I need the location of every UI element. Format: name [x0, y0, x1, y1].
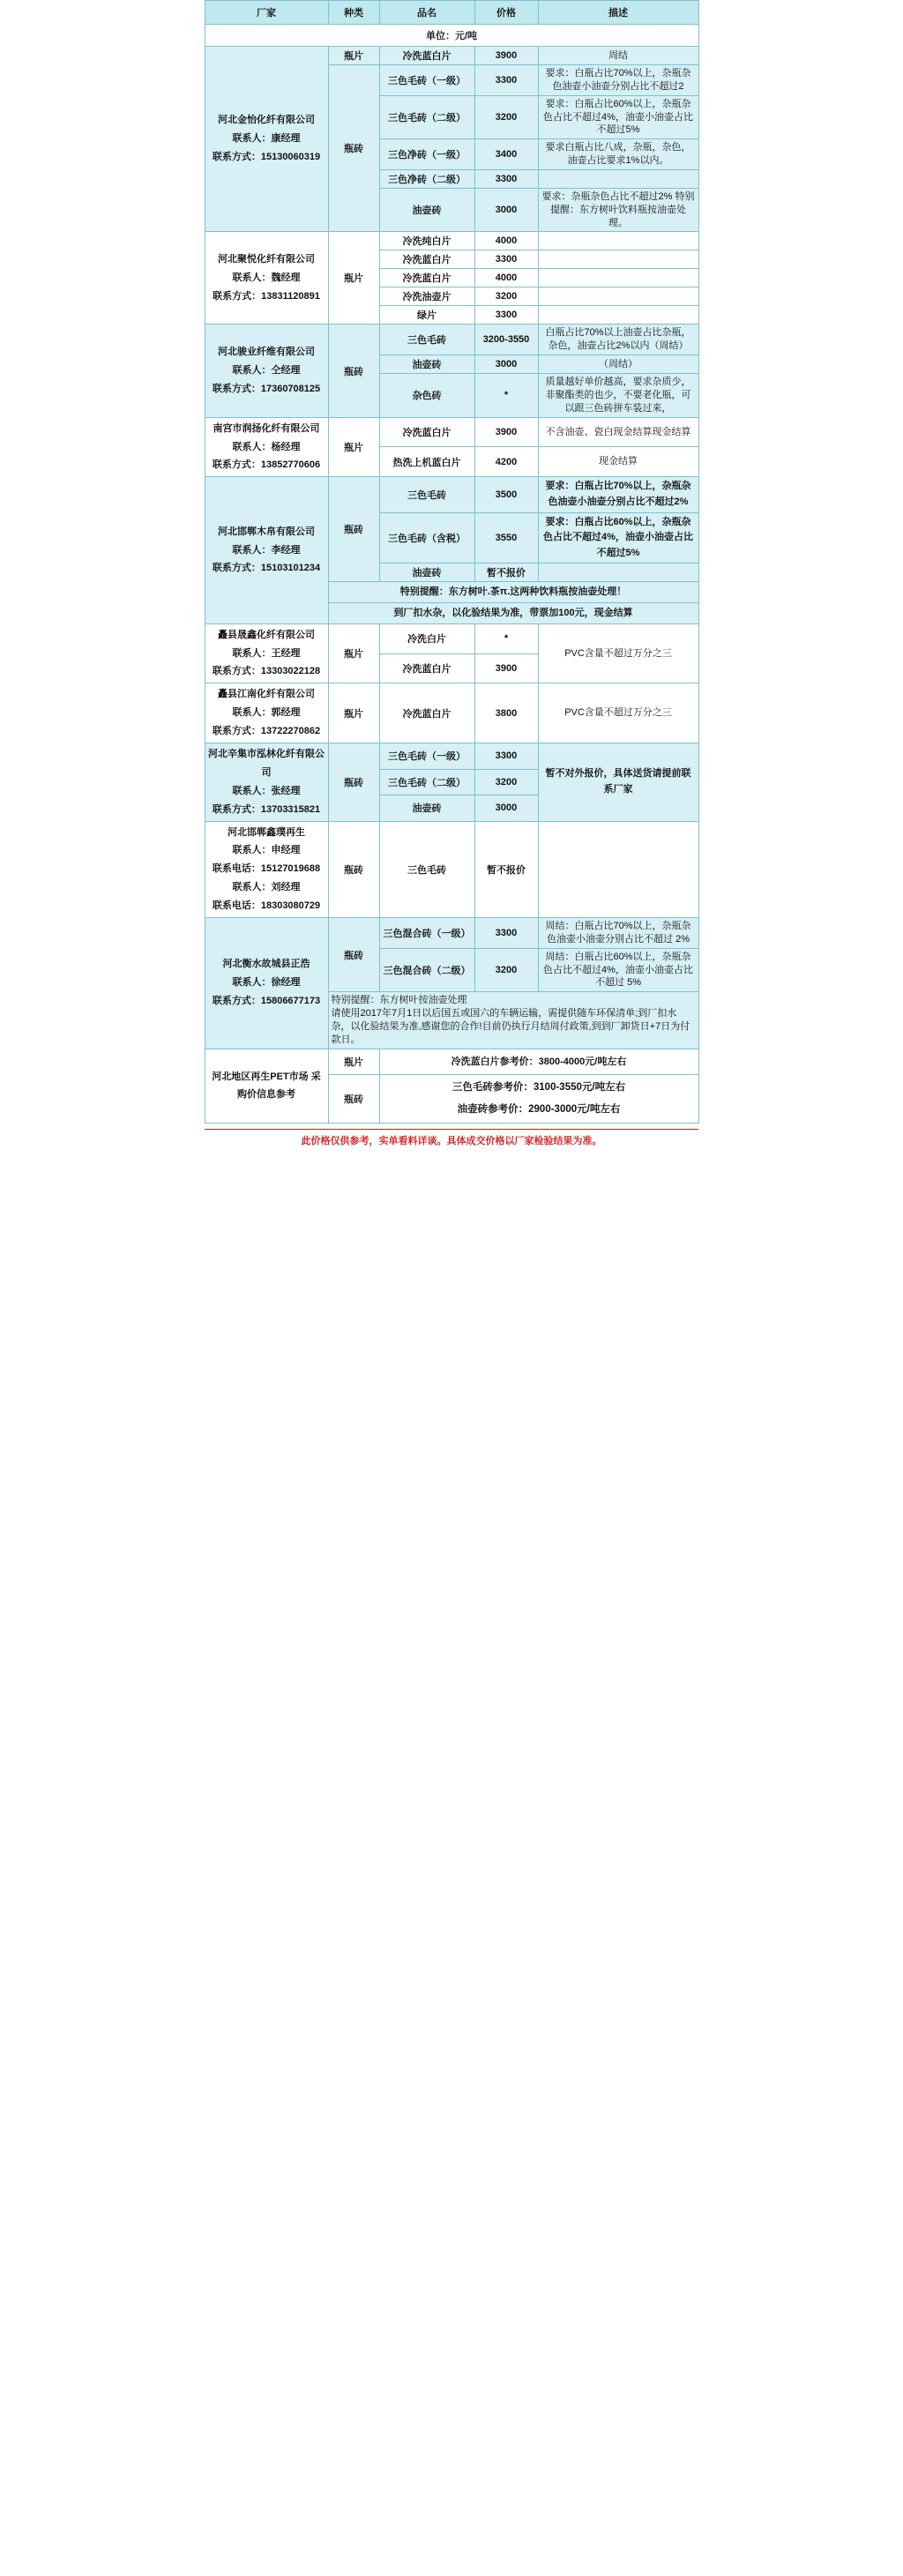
company-info-8: 河北邯郸鑫璞再生 联系人：申经理 联系电话：15127019688 联系人：刘经理 联系电话：18303080729	[205, 821, 328, 917]
price-cell: 暂不报价	[474, 564, 538, 582]
price-cell: 3500	[474, 477, 538, 512]
company-info-4: 河北邯郸木帛有限公司 联系人：李经理 联系方式：15103101234	[205, 477, 328, 623]
kind-cell: 瓶砖	[328, 918, 379, 992]
product-cell: 三色毛砖（含税）	[379, 512, 474, 564]
table-row	[205, 821, 698, 917]
unit-row	[205, 25, 698, 47]
desc-cell: 周结：白瓶占比70%以上，杂瓶杂色油壶小油壶分别占比不超过 2%	[538, 918, 698, 949]
price-cell: 3200	[474, 948, 538, 992]
product-cell: 三色净砖（一级）	[379, 139, 474, 170]
product-cell: 三色混合砖（一级）	[379, 918, 474, 949]
col-header-product: 品名	[379, 1, 474, 25]
price-cell: 3800	[474, 683, 538, 743]
company-info-0: 河北金怡化纤有限公司 联系人：康经理 联系方式：15130060319	[205, 47, 328, 232]
desc-cell	[538, 564, 698, 582]
desc-cell: 要求白瓶占比八成，杂瓶，杂色，油壶占比要求1%以内。	[538, 139, 698, 170]
summary-brick-price-2: 油壶砖参考价：2900-3000元/吨左右	[457, 1104, 621, 1116]
product-cell: 三色混合砖（二级）	[379, 948, 474, 992]
table-row	[205, 325, 698, 355]
desc-cell: 不含油壶、瓷白现金结算现金结算	[538, 417, 698, 447]
kind-cell: 瓶砖	[328, 477, 379, 582]
col-header-kind: 种类	[328, 1, 379, 25]
price-cell: 3200-3550	[474, 325, 538, 355]
table-row	[205, 417, 698, 447]
product-cell: 三色毛砖	[379, 325, 474, 355]
desc-cell: PVC含量不超过万分之三	[538, 683, 698, 743]
desc-cell: 白瓶占比70%以上油壶占比杂瓶，杂色，油壶占比2%以内（周结）	[538, 325, 698, 355]
price-cell: 3000	[474, 188, 538, 232]
kind-cell: 瓶砖	[328, 821, 379, 917]
kind-cell: 瓶砖	[328, 743, 379, 822]
price-cell: 3550	[474, 512, 538, 564]
desc-cell	[538, 169, 698, 188]
desc-cell	[538, 250, 698, 269]
company-info-3: 南宫市润扬化纤有限公司 联系人：杨经理 联系方式：13852770606	[205, 417, 328, 477]
desc-cell: 要求：白瓶占比60%以上，杂瓶杂色占比不超过4%，油壶小油壶占比不超过5%	[538, 512, 698, 564]
summary-row	[205, 1049, 698, 1074]
price-cell: 3300	[474, 743, 538, 770]
desc-cell: 要求：杂瓶杂色占比不超过2% 特别提醒：东方树叶饮料瓶按油壶处理。	[538, 188, 698, 232]
price-cell: 4000	[474, 232, 538, 250]
desc-cell: 暂不对外报价，具体送货请提前联系厂家	[538, 743, 698, 822]
summary-brick-price-1: 三色毛砖参考价：3100-3550元/吨左右	[452, 1081, 626, 1093]
kind-cell: 瓶片	[328, 232, 379, 325]
price-cell: *	[474, 623, 538, 653]
company-note-0: 特别提醒：东方树叶按油壶处理	[331, 995, 467, 1006]
footer-disclaimer: 此价格仅供参考，实单看料详谈。具体成交价格以厂家检验结果为准。	[205, 1129, 698, 1147]
company-note-1: 请使用2017年7月1日以后国五或国六的车辆运输，需提供随车环保清单;到厂扣水杂，以化验结果为准,感谢您的合作!目前仍执行月结周付政策,到到厂卸货日+7日为付款日。	[331, 1008, 690, 1045]
product-cell: 冷洗蓝白片	[379, 653, 474, 683]
desc-cell: （周结）	[538, 355, 698, 374]
company-note-0: 特别提醒：东方树叶.茶π.这两种饮料瓶按油壶处理！	[328, 582, 698, 603]
summary-flake-price: 冷洗蓝白片参考价：3800-4000元/吨左右	[379, 1049, 698, 1074]
desc-cell: 周结	[538, 47, 698, 65]
desc-cell: 周结：白瓶占比60%以上，杂瓶杂色占比不超过4%，油壶小油壶占比不超过 5%	[538, 948, 698, 992]
kind-cell: 瓶片	[328, 417, 379, 477]
summary-kind-bottle-brick: 瓶砖	[328, 1074, 379, 1124]
product-cell: 三色毛砖（二级）	[379, 95, 474, 139]
company-info-6: 矗县江南化纤有限公司 联系人：郭经理 联系方式：13722270862	[205, 683, 328, 743]
table-row	[205, 477, 698, 512]
product-cell: 三色毛砖	[379, 477, 474, 512]
product-cell: 冷洗蓝白片	[379, 47, 474, 65]
price-cell: 暂不报价	[474, 821, 538, 917]
product-cell: 油壶砖	[379, 355, 474, 374]
desc-cell: 质量越好单价越高，要求杂质少，非聚酯类的也少，不要老化瓶，可以跟三色砖拼车装过来，	[538, 374, 698, 418]
desc-cell: 要求：白瓶占比70%以上，杂瓶杂色油壶小油壶分别占比不超过2	[538, 65, 698, 96]
price-cell: 3200	[474, 769, 538, 795]
desc-cell: 要求：白瓶占比70%以上，杂瓶杂色油壶小油壶分别占比不超过2%	[538, 477, 698, 512]
product-cell: 三色毛砖（二级）	[379, 769, 474, 795]
company-note-1: 到厂扣水杂，以化验结果为准，带票加100元，现金结算	[328, 602, 698, 623]
price-cell: 3000	[474, 795, 538, 822]
col-header-desc: 描述	[538, 1, 698, 25]
price-cell: 3300	[474, 306, 538, 325]
product-cell: 冷洗蓝白片	[379, 250, 474, 269]
kind-cell: 瓶片	[328, 47, 379, 65]
price-cell: 3400	[474, 139, 538, 170]
summary-kind-bottle-flake: 瓶片	[328, 1049, 379, 1074]
col-header-factory: 厂家	[205, 1, 328, 25]
price-cell: 3300	[474, 918, 538, 949]
price-cell: 3900	[474, 417, 538, 447]
unit-note: 单位：元/吨	[205, 25, 698, 47]
table-row	[205, 232, 698, 250]
price-cell: 3200	[474, 95, 538, 139]
desc-cell: 现金结算	[538, 447, 698, 477]
price-table	[205, 0, 699, 1124]
table-row	[205, 47, 698, 65]
desc-cell	[538, 821, 698, 917]
product-cell: 冷洗白片	[379, 623, 474, 653]
desc-cell	[538, 287, 698, 306]
product-cell: 冷洗纯白片	[379, 232, 474, 250]
product-cell: 三色毛砖	[379, 821, 474, 917]
price-cell: 3300	[474, 169, 538, 188]
company-info-2: 河北骏业纤维有限公司 联系人：仝经理 联系方式：17360708125	[205, 325, 328, 417]
product-cell: 绿片	[379, 306, 474, 325]
price-cell: 3000	[474, 355, 538, 374]
product-cell: 油壶砖	[379, 795, 474, 822]
product-cell: 三色净砖（二级）	[379, 169, 474, 188]
table-row	[205, 743, 698, 770]
table-row	[205, 623, 698, 653]
product-cell: 油壶砖	[379, 564, 474, 582]
product-cell: 三色毛砖（一级）	[379, 743, 474, 770]
product-cell: 冷洗油壶片	[379, 287, 474, 306]
product-cell: 冷洗蓝白片	[379, 417, 474, 447]
price-cell: *	[474, 374, 538, 418]
col-header-price: 价格	[474, 1, 538, 25]
kind-cell: 瓶砖	[328, 65, 379, 232]
price-cell: 3900	[474, 47, 538, 65]
product-cell: 冷洗蓝白片	[379, 269, 474, 287]
company-info-9: 河北衡水故城县正浩 联系人：徐经理 联系方式：15806677173	[205, 918, 328, 1049]
kind-cell: 瓶片	[328, 683, 379, 743]
desc-cell: 要求：白瓶占比60%以上，杂瓶杂色占比不超过4%，油壶小油壶占比不超过5%	[538, 95, 698, 139]
summary-title: 河北地区再生PET市场 采购价信息参考	[205, 1049, 328, 1124]
table-header-row	[205, 1, 698, 25]
desc-cell: PVC含量不超过万分之三	[538, 623, 698, 683]
table-row	[205, 918, 698, 949]
company-note-group	[328, 992, 698, 1049]
kind-cell: 瓶片	[328, 623, 379, 683]
product-cell: 三色毛砖（一级）	[379, 65, 474, 96]
kind-cell: 瓶砖	[328, 325, 379, 417]
price-cell: 4200	[474, 447, 538, 477]
price-cell: 3900	[474, 653, 538, 683]
summary-brick-prices	[379, 1074, 698, 1124]
desc-cell	[538, 232, 698, 250]
product-cell: 热洗上机蓝白片	[379, 447, 474, 477]
desc-cell	[538, 306, 698, 325]
company-info-1: 河北聚悦化纤有限公司 联系人：魏经理 联系方式：13831120891	[205, 232, 328, 325]
price-cell: 3300	[474, 65, 538, 96]
product-cell: 冷洗蓝白片	[379, 683, 474, 743]
product-cell: 杂色砖	[379, 374, 474, 418]
company-info-5: 矗县晟鑫化纤有限公司 联系人：王经理 联系方式：13303022128	[205, 623, 328, 683]
product-cell: 油壶砖	[379, 188, 474, 232]
price-cell: 3300	[474, 250, 538, 269]
company-info-7: 河北辛集市泓林化纤有限公司 联系人：张经理 联系方式：13703315821	[205, 743, 328, 822]
price-cell: 4000	[474, 269, 538, 287]
price-cell: 3200	[474, 287, 538, 306]
desc-cell	[538, 269, 698, 287]
table-row	[205, 683, 698, 743]
